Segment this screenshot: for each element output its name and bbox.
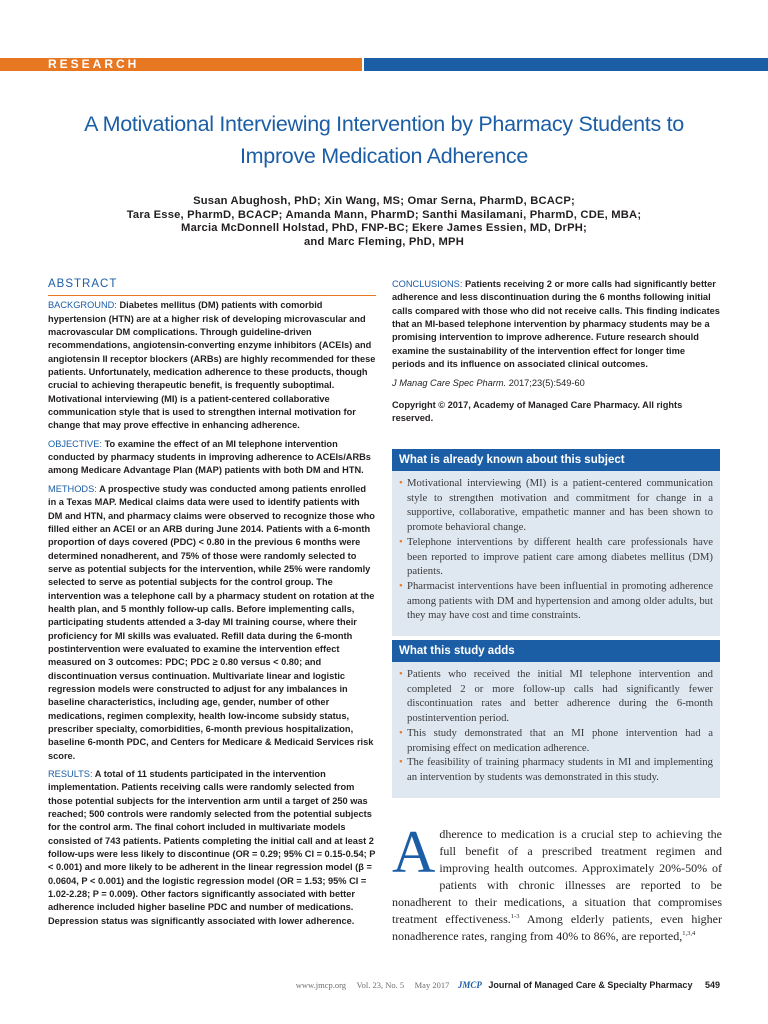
known-box-title: What is already known about this subject: [392, 449, 720, 471]
known-item: • Pharmacist interventions have been influential in promoting adherence among patients with DM and hypertension and among older adults, but they may have cost and time constraints.: [399, 579, 713, 623]
citation-superscript: 1-3: [510, 913, 520, 920]
footer-journal-abbrev: JMCP: [457, 980, 482, 990]
footer-date: May 2017: [414, 980, 450, 990]
results-text: A total of 11 students participated in the intervention implementation. Patients receiving calls were randomly selected from those potential subjects for the intervention arm until a target of 250 was reached; 500 controls were randomly selected from the potential subjects for the control arm. The final cohort included in multivariate models consisted of 743 patients. Patients completing the initial call and at least 2 follow-ups were less likely to discontinue (OR = 0.29; 95% CI = 0.15-0.54; P < 0.001) and more likely to be adherent in the linear regression model (β = 0.0604, P < 0.001) and the logistic regression model (OR = 1.53; 95% CI = 1.02-2.28; P = 0.009). Other factors significantly associated with better adherence included higher baseline PDC and number of medications. Depression status was significantly associated with lower adherence.: [48, 769, 376, 926]
author-list: [50, 195, 718, 249]
citation-details: 2017;23(5):549-60: [506, 378, 585, 389]
background-text: Diabetes mellitus (DM) patients with comorbid hypertension (HTN) are at a higher risk of developing microvascular and macrovascular DM complications. Through guideline-driven recommendations, angiotensin-converting enzyme inhibitors (ACEIs) and angiotensin II receptor blockers (ARBs) are highly recommended for these patients. Unfortunately, medication adherence to these products, though crucial to achieving therapeutic benefit, is frequently suboptimal. Motivational interviewing (MI) is a patient-centered collaborative communication style that is used to strengthen internal motivation for change that may prove effective in enhancing adherence.: [48, 300, 376, 431]
background-label: BACKGROUND:: [48, 300, 117, 311]
abstract-results: [48, 768, 376, 928]
conclusions-label: CONCLUSIONS:: [392, 279, 463, 289]
objective-label: OBJECTIVE:: [48, 438, 102, 449]
abstract-left-column: [48, 278, 376, 933]
adds-item: • This study demonstrated that an MI phone intervention had a promising effect on medication adherence.: [399, 726, 713, 755]
body-text: Among elderly patients, even higher nonadherence rates, ranging from 40% to 86%, are reported,: [392, 912, 722, 943]
adds-item: • The feasibility of training pharmacy students in MI and implementing an intervention by students was demonstrated in this study.: [399, 755, 713, 784]
objective-text: To examine the effect of an MI telephone intervention conducted by pharmacy students in improving adherence to ACEIs/ARBs among Medicare Advantage Plan (MAP) patients with both DM and HTN.: [48, 438, 371, 476]
methods-text: A prospective study was conducted among patients enrolled in a Texas MAP. Medical claims data were used to identify patients with DM and HTN, and pharmacy claims were observed to recognize those who filled either an ACEI or an ARB during June 2014. Patients with a 6-month proportion of days covered (PDC) < 0.80 in the previous 6 months were determined nonadherent, and 75% of those were randomly selected to serve as potential subjects for the intervention, while 25% were randomly selected to serve as potential subjects for the control group. The intervention was a telephone call by a pharmacy student on rotation at the health plan, and 5 monthly follow-up calls. Before implementing calls, participating students attended a 3-day MI training course, where their proficiency for MI skills was evaluated. Refill data during the 6-month postintervention were evaluated to examine the intervention effect measured on 3 outcomes: PDC; PDC ≥ 0.80 versus < 0.80; and discontinuation versus continuation. Multivariate linear and logistic regression models were constructed to adjust for any imbalances in baseline characteristics, including age, gender, number of other medications, regimen complexity, health low-income subsidy status, prescriber specialty, comorbidities, 6-month previous hospitalization, baseline 6-month PDC, and Centers for Medicare & Medicaid Services risk score.: [48, 483, 375, 761]
adds-box-title: What this study adds: [392, 640, 720, 662]
abstract-background: [48, 299, 376, 432]
author-line: Tara Esse, PharmD, BCACP; Amanda Mann, PharmD; Santhi Masilamani, PharmD, CDE, MBA;: [126, 208, 642, 221]
footer-journal-name: Journal of Managed Care & Specialty Pharmacy: [488, 980, 693, 990]
abstract-objective: [48, 438, 376, 478]
author-line: and Marc Fleming, PhD, MPH: [304, 235, 464, 248]
page-number: 549: [704, 980, 720, 990]
author-line: Marcia McDonnell Holstad, PhD, FNP-BC; Ekere James Essien, MD, DrPH;: [181, 222, 587, 234]
copyright-notice: Copyright © 2017, Academy of Managed Care Pharmacy. All rights reserved.: [392, 399, 683, 424]
section-banner: [0, 58, 768, 71]
adds-item: • Patients who received the initial MI telephone intervention and completed 2 or more follow-up calls had significantly fewer discontinuation rates and better adherence during the 6-month postintervention period.: [399, 667, 713, 726]
banner-blue-segment: [364, 58, 768, 71]
author-line: Susan Abughosh, PhD; Xin Wang, MS; Omar Serna, PharmD, BCACP;: [193, 195, 575, 207]
footer-url: www.jmcp.org: [295, 980, 347, 990]
known-item: • Motivational interviewing (MI) is a patient-centered communication style to strengthen motivation and commitment for change in a supportive, collaborative, empathetic manner and has been shown to promote behavioral change.: [399, 476, 713, 535]
section-label: RESEARCH: [48, 57, 140, 71]
footer-volume: Vol. 23, No. 5: [356, 980, 405, 990]
abstract-right-column: [392, 278, 720, 425]
citation-journal: J Manag Care Spec Pharm.: [392, 378, 507, 389]
citation: [392, 377, 720, 390]
drop-cap: A: [392, 819, 436, 885]
conclusions-text: Patients receiving 2 or more calls had significantly better adherence and less discontinuation during the 6 months following initial calls compared with those who did not receive calls. This finding indicates that an MI-based telephone intervention by pharmacy students may be a promising intervention to improve adherence. Future research should examine the sustainability of the intervention effect for longer time periods and its influence on associated clinical outcomes.: [392, 279, 720, 370]
methods-label: METHODS:: [48, 483, 97, 494]
abstract-methods: [48, 483, 376, 763]
known-item: • Telephone interventions by different health care professionals have been reported to improve patient care among diabetes mellitus (DM) patients.: [399, 535, 713, 579]
known-box: [392, 471, 720, 636]
citation-superscript: 1,3,4: [682, 930, 696, 937]
adds-box: [392, 662, 720, 798]
article-title: A Motivational Interviewing Intervention by Pharmacy Students to Improve Medication Adherence: [84, 112, 684, 168]
article-body: [392, 819, 722, 945]
page-footer: [296, 978, 720, 992]
body-text: dherence to medication is a crucial step to achieving the full benefit of a prescribed treatment regimen and improving health outcomes. Approximately 20%-50% of patients with chronic illnesses are reported to be nonadherent to their medications, a situation that compromises treatment effectiveness.: [392, 827, 722, 926]
abstract-conclusions: [392, 278, 720, 371]
results-label: RESULTS:: [48, 769, 93, 780]
abstract-heading: ABSTRACT: [48, 278, 376, 296]
